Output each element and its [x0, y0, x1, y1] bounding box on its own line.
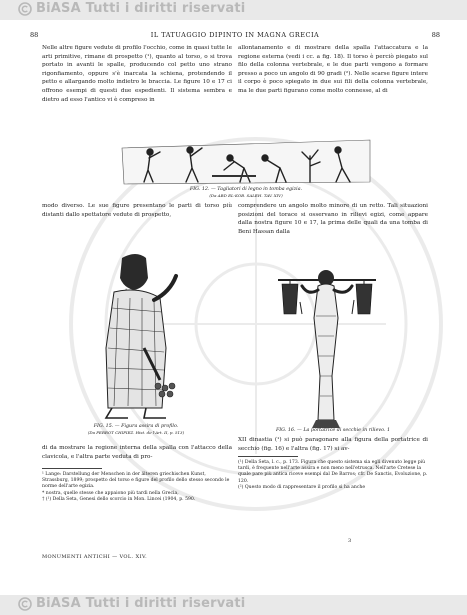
footnotes-right — [238, 460, 428, 491]
figure-15-source: (Da PERROT CHIPIEZ. Hist. de l'Art. II, p. 513) — [87, 430, 185, 435]
text-column-left-bottom: di da mostrare la regione interna della spalla con l'attacco della clavicola, e l'altra parte veduta di pro- — [42, 445, 232, 460]
text-column-right-mid: comprendere un angolo molto minore di un retto. Tali situazioni posizioni del torace si osservano in rilievi egizi, come appare dalla nostra figure 10 e 17, la prima delle quali da una tomba di Beni Hassan dalla — [238, 203, 428, 235]
copyright-icon — [18, 597, 32, 611]
watermark-text: BiASA Tutti i diritti riservati — [36, 596, 246, 611]
page-number-right: 88 — [431, 31, 440, 39]
watermark-bar-top — [0, 0, 467, 20]
footnote: ¹ Lange: Darstellung der Menschen in der älteren griechischen Kunst, Strassburg, 1899; prospetto del torso e figure del profilo dello stesso secondo le norme dell'arte egizia. — [42, 472, 230, 490]
figure-15-caption: FIG. 15. — Figura assira di profilo. — [93, 424, 179, 429]
watermark-bottom — [18, 596, 245, 611]
footnote: * nostra, quelle stesse che appaiono più tardi nella Grecia, — [42, 490, 179, 496]
footnote-rule-right — [238, 456, 298, 457]
text-column-left-mid: modo diverso. Le sue figure presentano le parti di torso più distanti dallo spettatore vedute di prospetto, — [42, 203, 232, 218]
figure-12-caption: FIG. 12. — Tagliatori di legno in tomba egizia. — [189, 187, 303, 192]
page-number-left: 88 — [30, 31, 39, 39]
footnote-rule-left — [42, 468, 102, 469]
copyright-icon — [18, 2, 32, 16]
figure-16-bucket-bearer — [272, 256, 382, 434]
watermark-top — [18, 1, 245, 16]
figure-12-source: (Da ABD EL-KOB. SALEH. TAV. XIV) — [209, 193, 283, 198]
watermark-text: BiASA Tutti i diritti riservati — [36, 1, 246, 16]
text-column-left-top: Nelle altre figure vedute di profilo l'occhio, come in quasi tutte le arti primitive, rimane di prospetto (¹), quanto al torso, o si trova portato in avanti le spalle, producendo col petto uno strano rigonfiamento, oppure s'è inarcata la schiena, protendendo il petto e allargando molto indietro le braccia. Le figure 10 e 17 ci offrono esempi di questi due espedienti. Il sistema sembra e dietro ad esso l'antico vi è compreso in — [42, 45, 232, 103]
footnote: † (¹) Della Seta, Genesi dello scorcio in Mon. Lincei (1904, p. 590. — [42, 496, 196, 502]
text-column-right-bottom: XII dinastia (¹) si può paragonare alla figura della portatrice di secchio (fig. 16) e l'altra (fig. 17) si av- — [238, 437, 428, 452]
running-header — [30, 31, 440, 41]
text-column-right-top: allontanamento e di mostrare della spalla l'attaccatura e la regione esterna (vedi i cc. a fig. 18). Il torso è perciò piegato sul filo della colonna vertebrale, e le due parti vengono a formare presso a poco un angolo di 90 gradi (²). Nelle scarse figure intere il corpo è poco spiegato in due sui fili della colonna vertebrale, ma le due parti figurano come molto connesse, al di — [238, 45, 428, 94]
watermark-bar-bottom — [0, 595, 467, 615]
running-title: IL TATUAGGIO DIPINTO IN MAGNA GRECIA — [150, 31, 320, 39]
figure-16-caption: FIG. 16. — La portatrice di secchie in rilievo. 1 — [275, 428, 391, 433]
figure-15-assyrian-figure — [84, 248, 188, 420]
footer-series-title: MONUMENTI ANTICHI — VOL. XIV. — [42, 554, 148, 560]
figure-12-egyptian-frieze — [120, 138, 374, 186]
footnote: (¹) Della Seta, l. c., p. 173. Figura che questo sistema sia egli divenuto legge più tardi, è frequente nell'arte assira e non meno nell'etrusca. Nell'arte Cretese la quale pare più antica riceve esempi dal De Barros; cfr. De Sanctis, Evoluzione, p. 120. — [238, 460, 428, 484]
footnotes-left — [42, 472, 232, 503]
footnote: (²) Questo modo di rappresentare il profilo si ha anche — [238, 484, 366, 490]
footer-signature-mark: 3 — [348, 538, 352, 544]
book-page — [26, 24, 444, 589]
